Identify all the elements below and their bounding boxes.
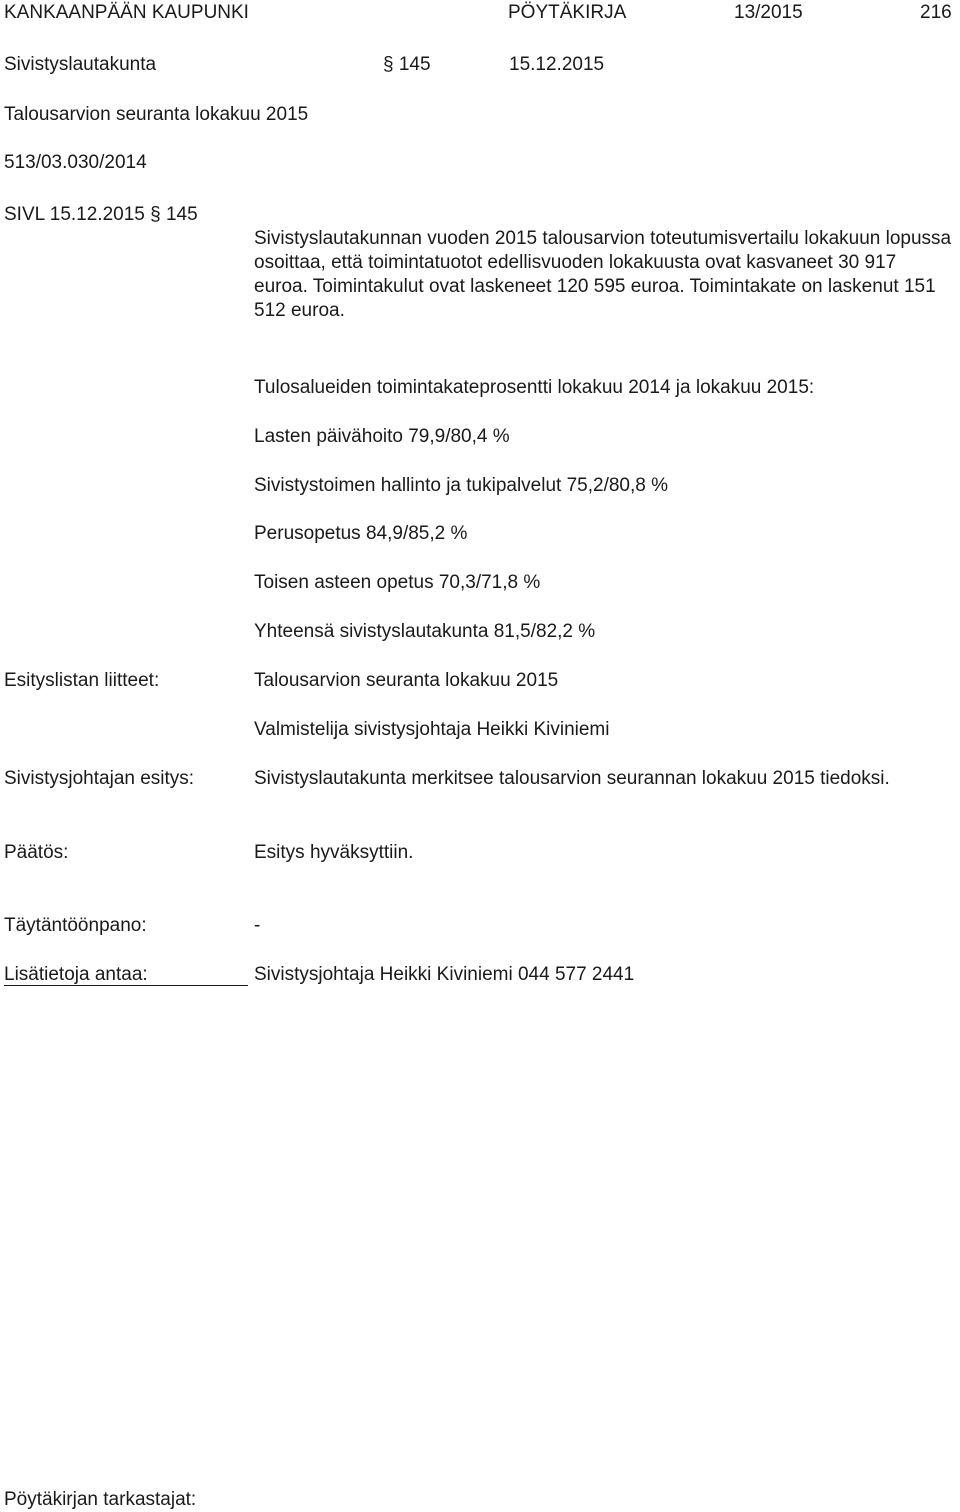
proposal-label: Sivistysjohtajan esitys: — [4, 768, 195, 789]
decision-value: Esitys hyväksyttiin. — [254, 842, 414, 863]
contact-label: Lisätietoja antaa: — [4, 964, 148, 985]
reviewers-label: Pöytäkirjan tarkastajat: — [4, 1489, 197, 1510]
decision-label: Päätös: — [4, 842, 69, 863]
page-title: Talousarvion seuranta lokakuu 2015 — [4, 104, 309, 125]
proposal-value: Sivistyslautakunta merkitsee talousarvion seurannan lokakuu 2015 tiedoksi. — [254, 768, 890, 789]
signature-divider — [4, 985, 248, 986]
document-number: 13/2015 — [734, 2, 803, 23]
rate-item: Lasten päivähoito 79,9/80,4 % — [254, 426, 510, 447]
summary-paragraph: Sivistyslautakunnan vuoden 2015 talousarvion toteutumisvertailu lokakuun lopussa osoittaa, että toimintatuotot edellisvuoden lokakuusta ovat kasvaneet 30 917 euroa. Toimintakulut ovat laskeneet 120 595 euroa. Toimintakate on laskenut 151 512 euroa. — [254, 228, 952, 321]
attachments-label: Esityslistan liitteet: — [4, 670, 160, 691]
rate-item-total: Yhteensä sivistyslautakunta 81,5/82,2 % — [254, 621, 596, 642]
meeting-body: Sivistyslautakunta — [4, 54, 157, 75]
preparer: Valmistelija sivistysjohtaja Heikki Kiviniemi — [254, 719, 610, 740]
contact-value: Sivistysjohtaja Heikki Kiviniemi 044 577 2441 — [254, 964, 635, 985]
rates-intro: Tulosalueiden toimintakateprosentti lokakuu 2014 ja lokakuu 2015: — [254, 377, 815, 398]
page-number: 216 — [920, 2, 952, 23]
implementation-label: Täytäntöönpano: — [4, 915, 147, 936]
document-type: PÖYTÄKIRJA — [508, 2, 627, 23]
archive-code: 513/03.030/2014 — [4, 152, 147, 173]
preparation-reference: SIVL 15.12.2015 § 145 — [4, 204, 198, 225]
implementation-value: - — [254, 915, 261, 936]
organization-name: KANKAANPÄÄN KAUPUNKI — [4, 2, 249, 23]
rate-item: Toisen asteen opetus 70,3/71,8 % — [254, 572, 541, 593]
attachments-value: Talousarvion seuranta lokakuu 2015 — [254, 670, 559, 691]
meeting-date: 15.12.2015 — [509, 54, 605, 75]
rate-item: Perusopetus 84,9/85,2 % — [254, 523, 468, 544]
section-number: § 145 — [383, 54, 431, 75]
rate-item: Sivistystoimen hallinto ja tukipalvelut 75,2/80,8 % — [254, 475, 669, 496]
